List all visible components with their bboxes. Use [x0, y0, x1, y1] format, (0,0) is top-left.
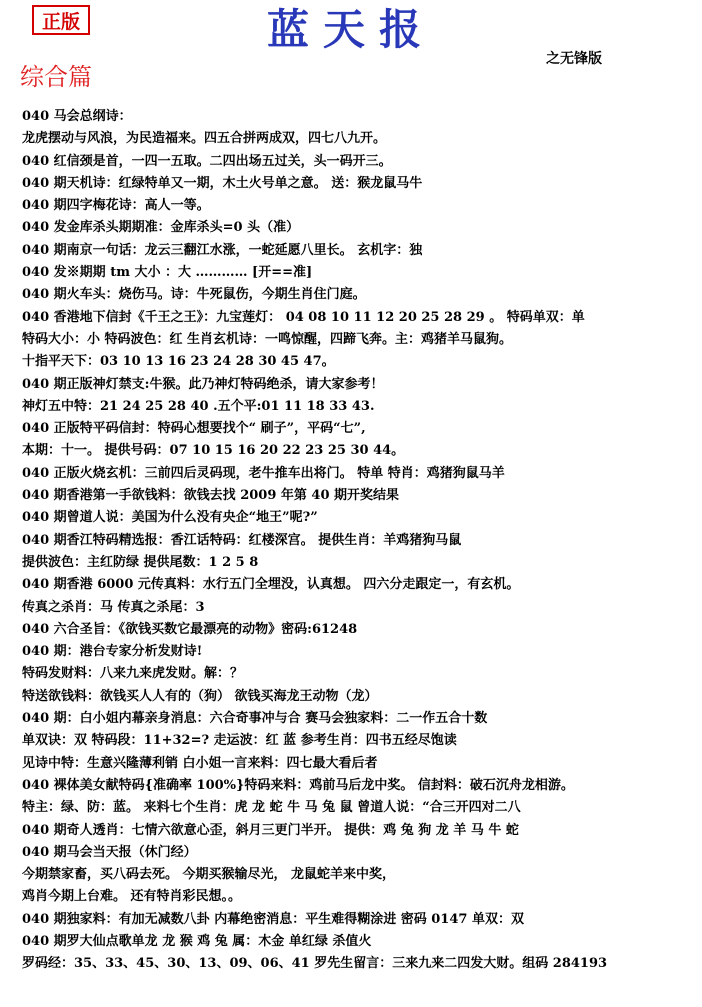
text-line: 特码大小：小 特码波色：红 生肖玄机诗：一鸣惊醒，四蹄飞奔。主：鸡猪羊马鼠狗。: [22, 331, 513, 347]
text-line: 040 正版火烧玄机：三前四后灵码现，老牛推车出将门。 特单 特肖：鸡猪狗鼠马羊: [22, 465, 505, 481]
text-line: 提供波色：主红防绿 提供尾数：1 2 5 8: [22, 554, 259, 570]
text-line: 040 期曾道人说：美国为什么没有央企“地王”呢?”: [22, 510, 318, 526]
text-line: 040 期香江特码精选报：香江话特码：红楼深宫。 提供生肖：羊鸡猪狗马鼠: [22, 532, 462, 548]
text-line: 040 期马会当天报（休门经）: [22, 844, 197, 860]
text-line: 本期：十一。 提供号码：07 10 15 16 20 22 23 25 30 44。: [22, 443, 405, 459]
text-line: 特主：绿、防：蓝。 来料七个生肖：虎 龙 蛇 牛 马 兔 鼠 曾道人说：“合三开四对二八: [22, 800, 521, 816]
text-line: 040 期香港第一手欲钱料：欲钱去找 2009 年第 40 期开奖结果: [22, 488, 400, 504]
text-line: 040 期奇人透肖：七情六欲意心歪，斜月三更门半开。 提供：鸡 兔 狗 龙 羊 马 牛 蛇: [22, 822, 519, 838]
section-heading: 综合篇: [20, 63, 92, 91]
text-line: 040 期天机诗：红绿特单又一期，木土火号单之意。 送：猴龙鼠马牛: [22, 175, 423, 191]
text-line: 040 期：白小姐内幕亲身消息：六合奇事冲与合 赛马会独家料：二一作五合十数: [22, 711, 488, 727]
text-line: 040 期火车头：烧伤马。诗：牛死鼠伤，今期生肖住门庭。: [22, 287, 366, 303]
text-line: 040 期独家料：有加无减数八卦 内幕绝密消息：平生难得糊涂进 密码 0147 单双：双: [22, 911, 524, 927]
text-line: 十指平天下：03 10 13 16 23 24 28 30 45 47。: [22, 354, 335, 370]
text-line: 特送欲钱料：欲钱买人人有的（狗） 欲钱买海龙王动物（龙）: [22, 688, 378, 704]
edition-label: 之无锋版: [546, 51, 602, 67]
text-line: 040 发金库杀头期期准：金库杀头=0 头（准）: [22, 220, 300, 236]
official-badge: 正版: [32, 5, 90, 35]
text-line: 龙虎摆动与风浪，为民造福来。四五合拼两成双，四七八九开。: [22, 131, 387, 147]
text-line: 040 香港地下信封《千王之王》：九宝莲灯： 04 08 10 11 12 20 25 28 29 。 特码单双：单: [22, 309, 585, 325]
text-line: 鸡肖今期上台难。 还有特肖彩民想。。: [22, 889, 242, 905]
text-line: 特码发财料：八来九来虎发财。解：？: [22, 666, 244, 682]
content-lines: [22, 106, 694, 976]
text-line: 040 正版特平码信封：特码心想要找个“ 刷子”，平码“七”,: [22, 421, 366, 437]
text-line: 040 马会总纲诗：: [22, 109, 132, 124]
text-line: 神灯五中特：21 24 25 28 40 .五个平:01 11 18 33 43.: [22, 398, 375, 414]
text-line: 040 期正版神灯禁支:牛猴。此乃神灯特码绝杀，请大家参考！: [22, 376, 384, 392]
text-line: 今期禁家畜，买八码去死。 今期买猴输尽光， 龙鼠蛇羊来中奖，: [22, 867, 396, 883]
text-line: 040 期罗大仙点歌单龙 龙 猴 鸡 兔 属：木金 单红绿 杀值火: [22, 933, 372, 949]
text-line: 见诗中特：生意兴隆薄利销 白小姐一言来料：四七最大看后者: [22, 755, 378, 771]
text-line: 040 期南京一句话：龙云三翻江水涨，一蛇延愿八里长。 玄机字：独: [22, 242, 423, 258]
text-line: 040 期四字梅花诗：高人一等。: [22, 198, 210, 214]
text-line: 040 期：港台专家分析发财诗!: [22, 644, 203, 660]
text-line: 传真之杀肖：马 传真之杀尾：3: [22, 599, 205, 615]
text-line: 单双诀：双 特码段：11+32=? 走运波：红 蓝 参考生肖：四书五经尽饱读: [22, 733, 457, 749]
text-line: 040 六合圣旨：《欲钱买数它最漂亮的动物》密码:61248: [22, 621, 358, 637]
text-line: 040 期香港 6000 元传真料：水行五门全埋没，认真想。 四六分走跟定一，有玄机。: [22, 577, 520, 593]
text-line: 040 红信颈是首，一四一五取。二四出场五过关，头一码开三。: [22, 153, 392, 169]
text-line: 040 发※期期 tm 大小 ：大 ………… [开==准]: [22, 265, 313, 281]
text-line: 040 裸体美女献特码{准确率 100%}特码来料：鸡前马后龙中奖。 信封料：破石沉舟龙相游。: [22, 777, 574, 793]
page-title: 蓝天报: [266, 5, 435, 54]
text-line: 罗码经：35、33、45、30、13、09、06、41 罗先生留言：三来九来二四发大财。组码 284193: [22, 956, 608, 972]
